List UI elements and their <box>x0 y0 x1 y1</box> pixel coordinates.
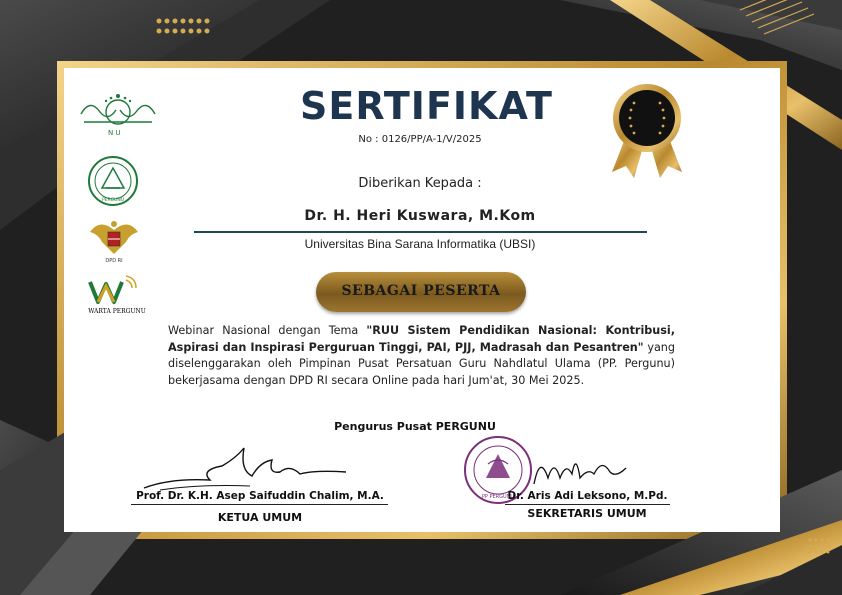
pergunu-logo-icon <box>86 154 140 208</box>
chairman-name: Prof. Dr. K.H. Asep Saifuddin Chalim, M.A. <box>136 490 384 502</box>
certificate-number: No : 0126/PP/A-1/V/2025 <box>358 134 482 145</box>
pergunu-caption: PERGUNU <box>101 198 125 203</box>
secretary-signature-line <box>505 504 670 505</box>
certificate-title: SERTIFIKAT <box>300 84 553 128</box>
role-badge-label: SEBAGAI PESERTA <box>341 283 501 299</box>
signature-chairman <box>140 444 350 496</box>
signature-secretary <box>530 448 640 492</box>
description-lead: Webinar Nasional dengan Tema <box>168 324 367 337</box>
warta-caption: WARTA PERGUNU <box>88 308 146 315</box>
recipient-underline <box>194 231 647 233</box>
award-medal-icon <box>604 80 690 180</box>
nu-initials: N U <box>108 129 121 137</box>
given-to-label: Diberikan Kepada : <box>358 176 482 191</box>
dpd-caption: DPD RI <box>105 258 123 264</box>
dpd-garuda-icon <box>86 214 142 264</box>
chairman-signature-line <box>131 504 388 505</box>
nu-logo-icon <box>78 92 158 138</box>
committee-label: Pengurus Pusat PERGUNU <box>334 420 496 433</box>
chairman-role: KETUA UMUM <box>217 511 303 524</box>
stamp-caption: PP PERGUNU <box>481 494 515 500</box>
secretary-role: SEKRETARIS UMUM <box>527 507 647 520</box>
event-description <box>168 323 675 389</box>
description-theme: "RUU Sistem Pendidikan Nasional: Kontribusi, Aspirasi dan Inspirasi Perguruan Tinggi, PAI, PJJ, Madrasah dan Pesantren" <box>168 324 675 354</box>
warta-pergunu-logo-icon <box>84 274 150 316</box>
recipient-institution: Universitas Bina Sarana Informatika (UBSI) <box>304 237 536 251</box>
description-rest: yang diselenggarakan oleh Pimpinan Pusat Persatuan Guru Nahdlatul Ulama (PP. Pergunu) bekerjasama dengan DPD RI secara Online pada hari Jum'at, 30 Mei 2025. <box>168 340 675 387</box>
recipient-name: Dr. H. Heri Kuswara, M.Kom <box>304 208 536 224</box>
secretary-name: Dr. Aris Adi Leksono, M.Pd. <box>507 490 668 502</box>
